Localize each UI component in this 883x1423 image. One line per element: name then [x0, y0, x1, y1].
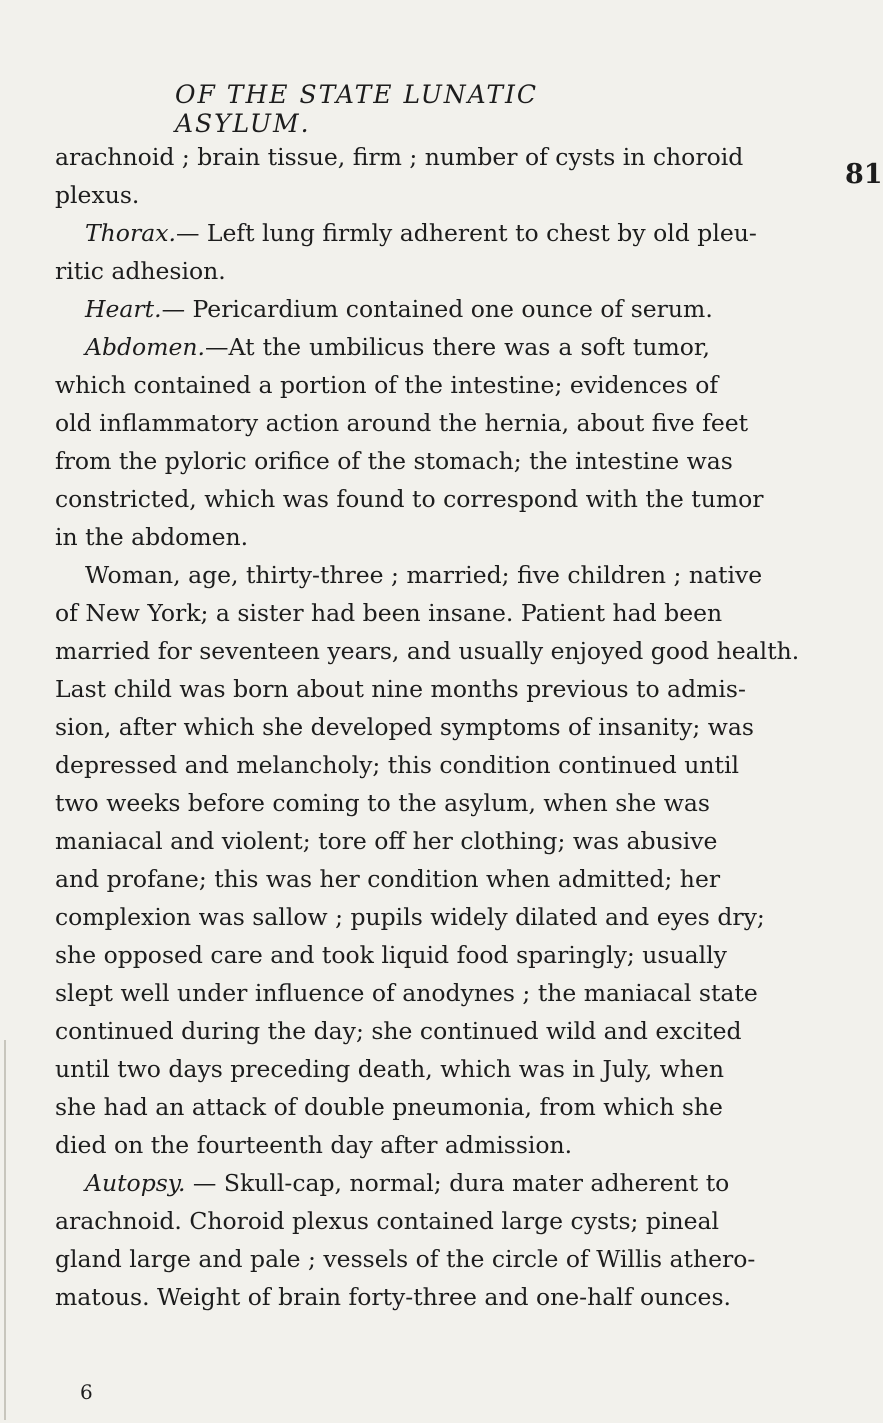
- text-line: married for seventeen years, and usually enjoyed good health.: [55, 637, 800, 665]
- text-line: sion, after which she developed symptoms of insanity; was: [55, 713, 754, 741]
- text-line: arachnoid ; brain tissue, firm ; number of cysts in choroid: [55, 143, 744, 171]
- text-line: [55, 214, 757, 252]
- text-line: she had an attack of double pneumonia, from which she: [55, 1093, 723, 1121]
- text-line: until two days preceding death, which was in July, when: [55, 1055, 724, 1083]
- line-text: —At the umbilicus there was a soft tumor,: [205, 333, 710, 361]
- text-line: maniacal and violent; tore off her clothing; was abusive: [55, 827, 718, 855]
- line-text: — Left lung firmly adherent to chest by old pleu-: [175, 219, 757, 247]
- page-number: 81: [845, 159, 883, 190]
- text-line: old inflammatory action around the hernia, about five feet: [55, 409, 749, 437]
- running-head-title: OF THE STATE LUNATIC ASYLUM.: [175, 80, 538, 138]
- text-line: matous. Weight of brain forty-three and one-half ounces.: [55, 1283, 731, 1311]
- text-line: and profane; this was her condition when admitted; her: [55, 865, 721, 893]
- signature-mark: 6: [80, 1380, 93, 1404]
- section-heading-heart: Heart.: [85, 295, 162, 323]
- text-line: continued during the day; she continued wild and excited: [55, 1017, 742, 1045]
- text-line: [55, 328, 710, 366]
- line-text: — Skull-cap, normal; dura mater adherent to: [185, 1169, 730, 1197]
- text-line: constricted, which was found to correspond with the tumor: [55, 485, 764, 513]
- text-line: she opposed care and took liquid food sparingly; usually: [55, 941, 727, 969]
- text-line: in the abdomen.: [55, 523, 249, 551]
- section-heading-autopsy: Autopsy.: [85, 1169, 186, 1197]
- line-text: — Pericardium contained one ounce of serum.: [161, 295, 713, 323]
- text-line: plexus.: [55, 181, 140, 209]
- text-line: [55, 290, 713, 328]
- text-line: which contained a portion of the intestine; evidences of: [55, 371, 719, 399]
- text-line: from the pyloric orifice of the stomach; the intestine was: [55, 447, 733, 475]
- text-line: died on the fourteenth day after admission.: [55, 1131, 573, 1159]
- section-heading-abdomen: Abdomen.: [85, 333, 206, 361]
- text-line: gland large and pale ; vessels of the circle of Willis athero-: [55, 1245, 756, 1273]
- text-line: of New York; a sister had been insane. Patient had been: [55, 599, 723, 627]
- text-line: Last child was born about nine months previous to admis-: [55, 675, 746, 703]
- text-line: slept well under influence of anodynes ; the maniacal state: [55, 979, 758, 1007]
- text-line: [55, 1164, 730, 1202]
- page-edge-shadow: [4, 1040, 6, 1420]
- text-line: Woman, age, thirty-three ; married; five children ; native: [85, 561, 763, 589]
- text-line: arachnoid. Choroid plexus contained large cysts; pineal: [55, 1207, 720, 1235]
- text-line: depressed and melancholy; this condition continued until: [55, 751, 739, 779]
- text-line: ritic adhesion.: [55, 257, 226, 285]
- text-line: complexion was sallow ; pupils widely dilated and eyes dry;: [55, 903, 765, 931]
- body-text: [55, 138, 800, 1316]
- text-line: two weeks before coming to the asylum, when she was: [55, 789, 710, 817]
- section-heading-thorax: Thorax.: [85, 219, 176, 247]
